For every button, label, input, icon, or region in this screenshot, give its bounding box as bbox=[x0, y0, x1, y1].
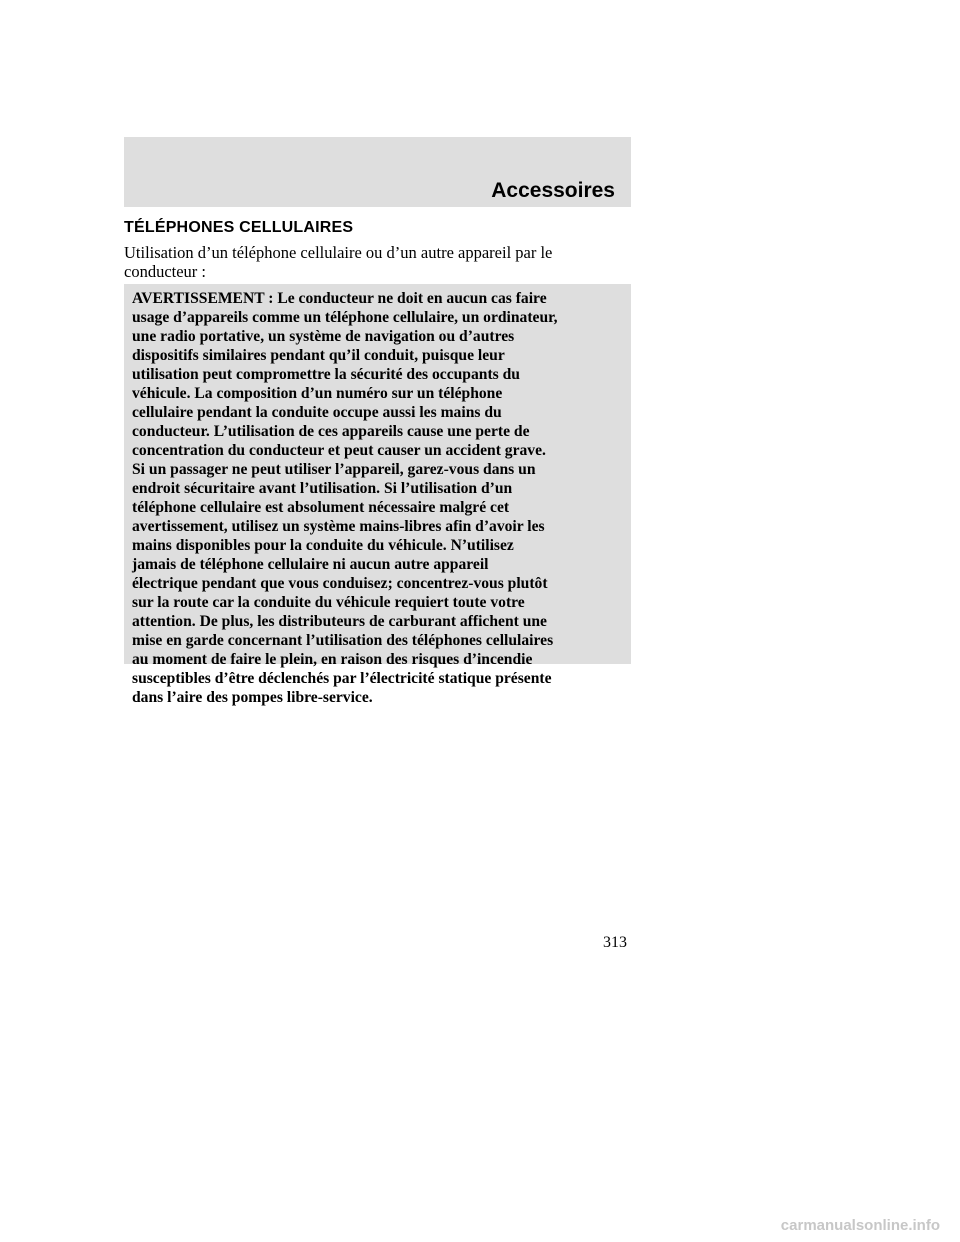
warning-line: téléphone cellulaire est absolument nécessaire malgré cet bbox=[132, 499, 510, 516]
warning-line: concentration du conducteur et peut causer un accident grave. bbox=[132, 442, 546, 459]
warning-line: mise en garde concernant l’utilisation des téléphones cellulaires bbox=[132, 632, 554, 649]
warning-line: électrique pendant que vous conduisez; concentrez-vous plutôt bbox=[132, 575, 548, 592]
warning-line: usage d’appareils comme un téléphone cellulaire, un ordinateur, bbox=[132, 309, 558, 326]
warning-line: utilisation peut compromettre la sécurité des occupants du bbox=[132, 366, 520, 383]
warning-line: sur la route car la conduite du véhicule requiert toute votre bbox=[132, 594, 525, 611]
warning-box bbox=[124, 284, 631, 706]
warning-line: endroit sécuritaire avant l’utilisation. Si l’utilisation d’un bbox=[132, 480, 513, 497]
warning-line: mains disponibles pour la conduite du véhicule. N’utilisez bbox=[132, 537, 514, 554]
warning-line: susceptibles d’être déclenchés par l’électricité statique présente bbox=[132, 670, 552, 687]
intro-paragraph bbox=[124, 243, 624, 281]
warning-line: dispositifs similaires pendant qu’il conduit, puisque leur bbox=[132, 347, 505, 364]
warning-line: attention. De plus, les distributeurs de carburant affichent une bbox=[132, 613, 547, 630]
warning-line: véhicule. La composition d’un numéro sur un téléphone bbox=[132, 385, 503, 402]
warning-line: AVERTISSEMENT : Le conducteur ne doit en aucun cas faire bbox=[132, 290, 547, 307]
warning-line: cellulaire pendant la conduite occupe aussi les mains du bbox=[132, 404, 502, 421]
warning-text bbox=[132, 289, 631, 707]
warning-line: avertissement, utilisez un système mains-libres afin d’avoir les bbox=[132, 518, 545, 535]
intro-line: conducteur : bbox=[124, 262, 207, 281]
warning-line: au moment de faire le plein, en raison des risques d’incendie bbox=[132, 651, 533, 668]
warning-line: dans l’aire des pompes libre-service. bbox=[132, 689, 373, 706]
section-title: TÉLÉPHONES CELLULAIRES bbox=[124, 219, 354, 236]
warning-line: conducteur. L’utilisation de ces appareils cause une perte de bbox=[132, 423, 530, 440]
warning-line: jamais de téléphone cellulaire ni aucun autre appareil bbox=[132, 556, 489, 573]
warning-line: Si un passager ne peut utiliser l’appareil, garez-vous dans un bbox=[132, 461, 536, 478]
watermark: carmanualsonline.info bbox=[780, 1217, 940, 1234]
chapter-title: Accessoires bbox=[491, 179, 615, 202]
warning-line: une radio portative, un système de navigation ou d’autres bbox=[132, 328, 515, 345]
intro-line: Utilisation d’un téléphone cellulaire ou d’un autre appareil par le bbox=[124, 243, 553, 262]
page-number: 313 bbox=[603, 934, 627, 951]
chapter-header-band bbox=[124, 137, 631, 207]
